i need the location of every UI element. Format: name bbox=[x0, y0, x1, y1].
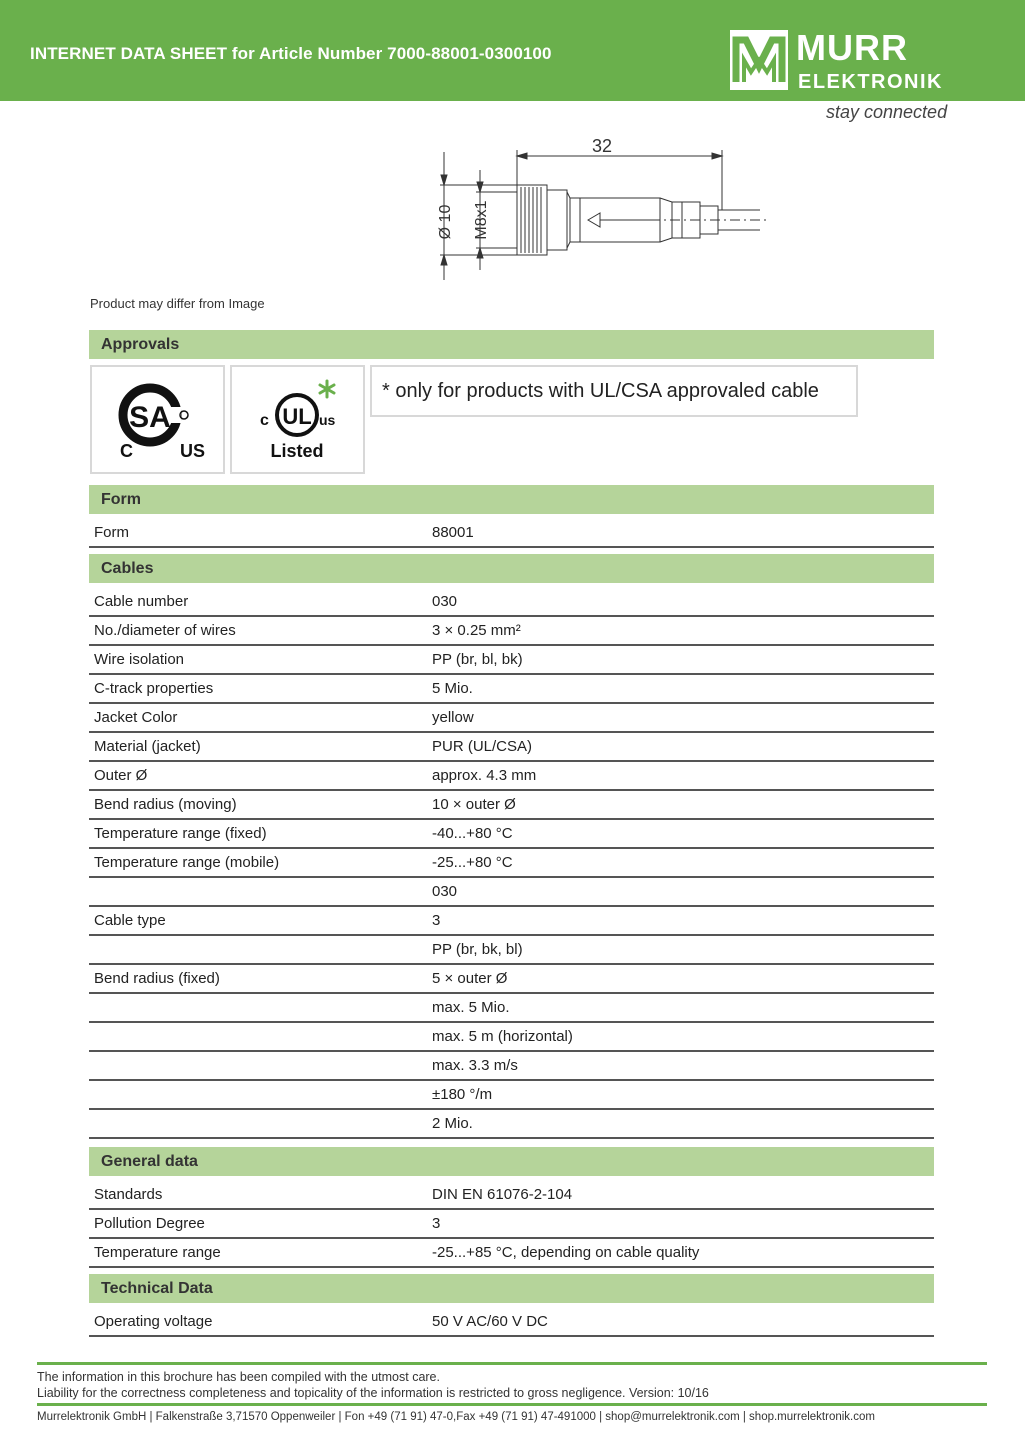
section-technical-data bbox=[89, 1274, 934, 1303]
row-label: Wire isolation bbox=[94, 651, 185, 668]
section-general-data bbox=[89, 1147, 934, 1176]
murr-logo bbox=[730, 27, 943, 100]
table-row bbox=[89, 1308, 934, 1337]
section-cables bbox=[89, 554, 934, 583]
table-row bbox=[89, 1110, 934, 1139]
table-row bbox=[89, 762, 934, 791]
logo-text-elektronik: ELEKTRONIK bbox=[798, 71, 943, 93]
section-title: General data bbox=[101, 1153, 198, 1170]
table-row bbox=[89, 1052, 934, 1081]
row-value: -40...+80 °C bbox=[432, 825, 513, 842]
section-form bbox=[89, 485, 934, 514]
row-label: Jacket Color bbox=[94, 709, 178, 726]
tagline: stay connected bbox=[826, 102, 948, 122]
row-label: Material (jacket) bbox=[94, 738, 201, 755]
table-row bbox=[89, 994, 934, 1023]
table-row bbox=[89, 733, 934, 762]
cables-rows bbox=[89, 588, 934, 1139]
dim-diameter-label: Ø 10 bbox=[437, 204, 454, 240]
header-bar bbox=[0, 0, 1025, 101]
row-value: yellow bbox=[432, 709, 474, 726]
row-label: Bend radius (moving) bbox=[94, 796, 237, 813]
table-row bbox=[89, 936, 934, 965]
footer-disclaimer-1: The information in this brochure has been compiled with the utmost care. bbox=[37, 1370, 440, 1384]
table-row bbox=[89, 791, 934, 820]
row-label: Temperature range (fixed) bbox=[94, 825, 267, 842]
row-value: 3 bbox=[432, 1215, 441, 1232]
row-label: No./diameter of wires bbox=[94, 622, 236, 639]
footer-contact: Murrelektronik GmbH | Falkenstraße 3,71570 Oppenweiler | Fon +49 (71 91) 47-0,Fax +49 (71 91) 47-491000 | shop@murrelektronik.com | shop.murrelektronik.com bbox=[37, 1411, 875, 1423]
row-value: PP (br, bk, bl) bbox=[432, 941, 523, 958]
table-row bbox=[89, 617, 934, 646]
image-caption: Product may differ from Image bbox=[90, 296, 265, 311]
table-row bbox=[89, 965, 934, 994]
row-value: 10 × outer Ø bbox=[432, 796, 516, 813]
svg-text:SA: SA bbox=[129, 401, 171, 434]
row-value: 3 × 0.25 mm² bbox=[432, 622, 521, 639]
footer-divider bbox=[37, 1362, 987, 1365]
row-value: max. 5 m (horizontal) bbox=[432, 1028, 573, 1045]
section-title: Cables bbox=[101, 560, 154, 577]
table-row bbox=[89, 1239, 934, 1268]
page-title: INTERNET DATA SHEET for Article Number 7000-88001-0300100 bbox=[30, 44, 552, 63]
table-row bbox=[89, 646, 934, 675]
form-rows bbox=[89, 519, 934, 548]
row-label: Bend radius (fixed) bbox=[94, 970, 220, 987]
table-row bbox=[89, 675, 934, 704]
csa-c-label: C bbox=[120, 441, 133, 461]
table-row bbox=[89, 1081, 934, 1110]
row-label: Standards bbox=[94, 1186, 163, 1203]
table-row bbox=[89, 907, 934, 936]
row-label: Outer Ø bbox=[94, 767, 148, 784]
ul-c-label: c bbox=[260, 412, 269, 429]
row-value: PUR (UL/CSA) bbox=[432, 738, 533, 755]
section-title: Technical Data bbox=[101, 1280, 213, 1297]
ul-listed-label: Listed bbox=[270, 441, 324, 461]
table-row bbox=[89, 1181, 934, 1210]
ul-us-label: us bbox=[319, 412, 336, 428]
row-value: 88001 bbox=[432, 524, 474, 541]
row-label: Cable number bbox=[94, 593, 189, 610]
footer-disclaimer-2: Liability for the correctness completeness and topicality of the information is restricted to gross negligence. Version: 10/16 bbox=[37, 1386, 709, 1400]
row-value: approx. 4.3 mm bbox=[432, 767, 537, 784]
row-label: Cable type bbox=[94, 912, 166, 929]
csa-logo-icon bbox=[92, 367, 223, 472]
csa-approval-box bbox=[90, 365, 225, 474]
row-value: ±180 °/m bbox=[432, 1086, 493, 1103]
row-value: max. 3.3 m/s bbox=[432, 1057, 518, 1074]
row-value: 5 × outer Ø bbox=[432, 970, 508, 987]
table-row bbox=[89, 1210, 934, 1239]
section-approvals bbox=[89, 330, 934, 359]
general-rows bbox=[89, 1181, 934, 1268]
row-value: PP (br, bl, bk) bbox=[432, 651, 523, 668]
row-value: max. 5 Mio. bbox=[432, 999, 510, 1016]
table-row bbox=[89, 704, 934, 733]
section-title: Form bbox=[101, 491, 141, 508]
row-value: 5 Mio. bbox=[432, 680, 473, 697]
murr-logo-icon bbox=[730, 30, 788, 90]
ul-logo-icon bbox=[232, 367, 363, 472]
row-label: Pollution Degree bbox=[94, 1215, 205, 1232]
svg-text:UL: UL bbox=[282, 404, 312, 429]
row-label: Form bbox=[94, 524, 129, 541]
product-drawing bbox=[420, 130, 780, 290]
table-row bbox=[89, 588, 934, 617]
technical-rows bbox=[89, 1308, 934, 1337]
table-row bbox=[89, 820, 934, 849]
csa-us-label: US bbox=[180, 441, 206, 461]
row-label: Temperature range (mobile) bbox=[94, 854, 280, 871]
row-label: Temperature range bbox=[94, 1244, 221, 1261]
row-value: 030 bbox=[432, 883, 458, 900]
row-label: C-track properties bbox=[94, 680, 214, 697]
row-value: 030 bbox=[432, 593, 458, 610]
row-value: DIN EN 61076-2-104 bbox=[432, 1186, 573, 1203]
asterisk-icon bbox=[320, 381, 334, 397]
row-value: -25...+80 °C bbox=[432, 854, 513, 871]
approval-note-text: * only for products with UL/CSA approvaled cable bbox=[382, 380, 819, 402]
row-value: 2 Mio. bbox=[432, 1115, 473, 1132]
footer-divider bbox=[37, 1403, 987, 1406]
dim-thread-label: M8x1 bbox=[473, 200, 490, 240]
row-label: Operating voltage bbox=[94, 1313, 213, 1330]
table-row bbox=[89, 878, 934, 907]
table-row bbox=[89, 849, 934, 878]
approval-note bbox=[370, 365, 858, 417]
row-value: 3 bbox=[432, 912, 441, 929]
table-row bbox=[89, 1023, 934, 1052]
section-title: Approvals bbox=[101, 336, 180, 353]
row-value: -25...+85 °C, depending on cable quality bbox=[432, 1244, 700, 1261]
table-row bbox=[89, 519, 934, 548]
dim-length-label: 32 bbox=[591, 136, 613, 156]
ul-approval-box bbox=[230, 365, 365, 474]
row-value: 50 V AC/60 V DC bbox=[432, 1313, 548, 1330]
logo-text-murr: MURR bbox=[796, 27, 908, 68]
